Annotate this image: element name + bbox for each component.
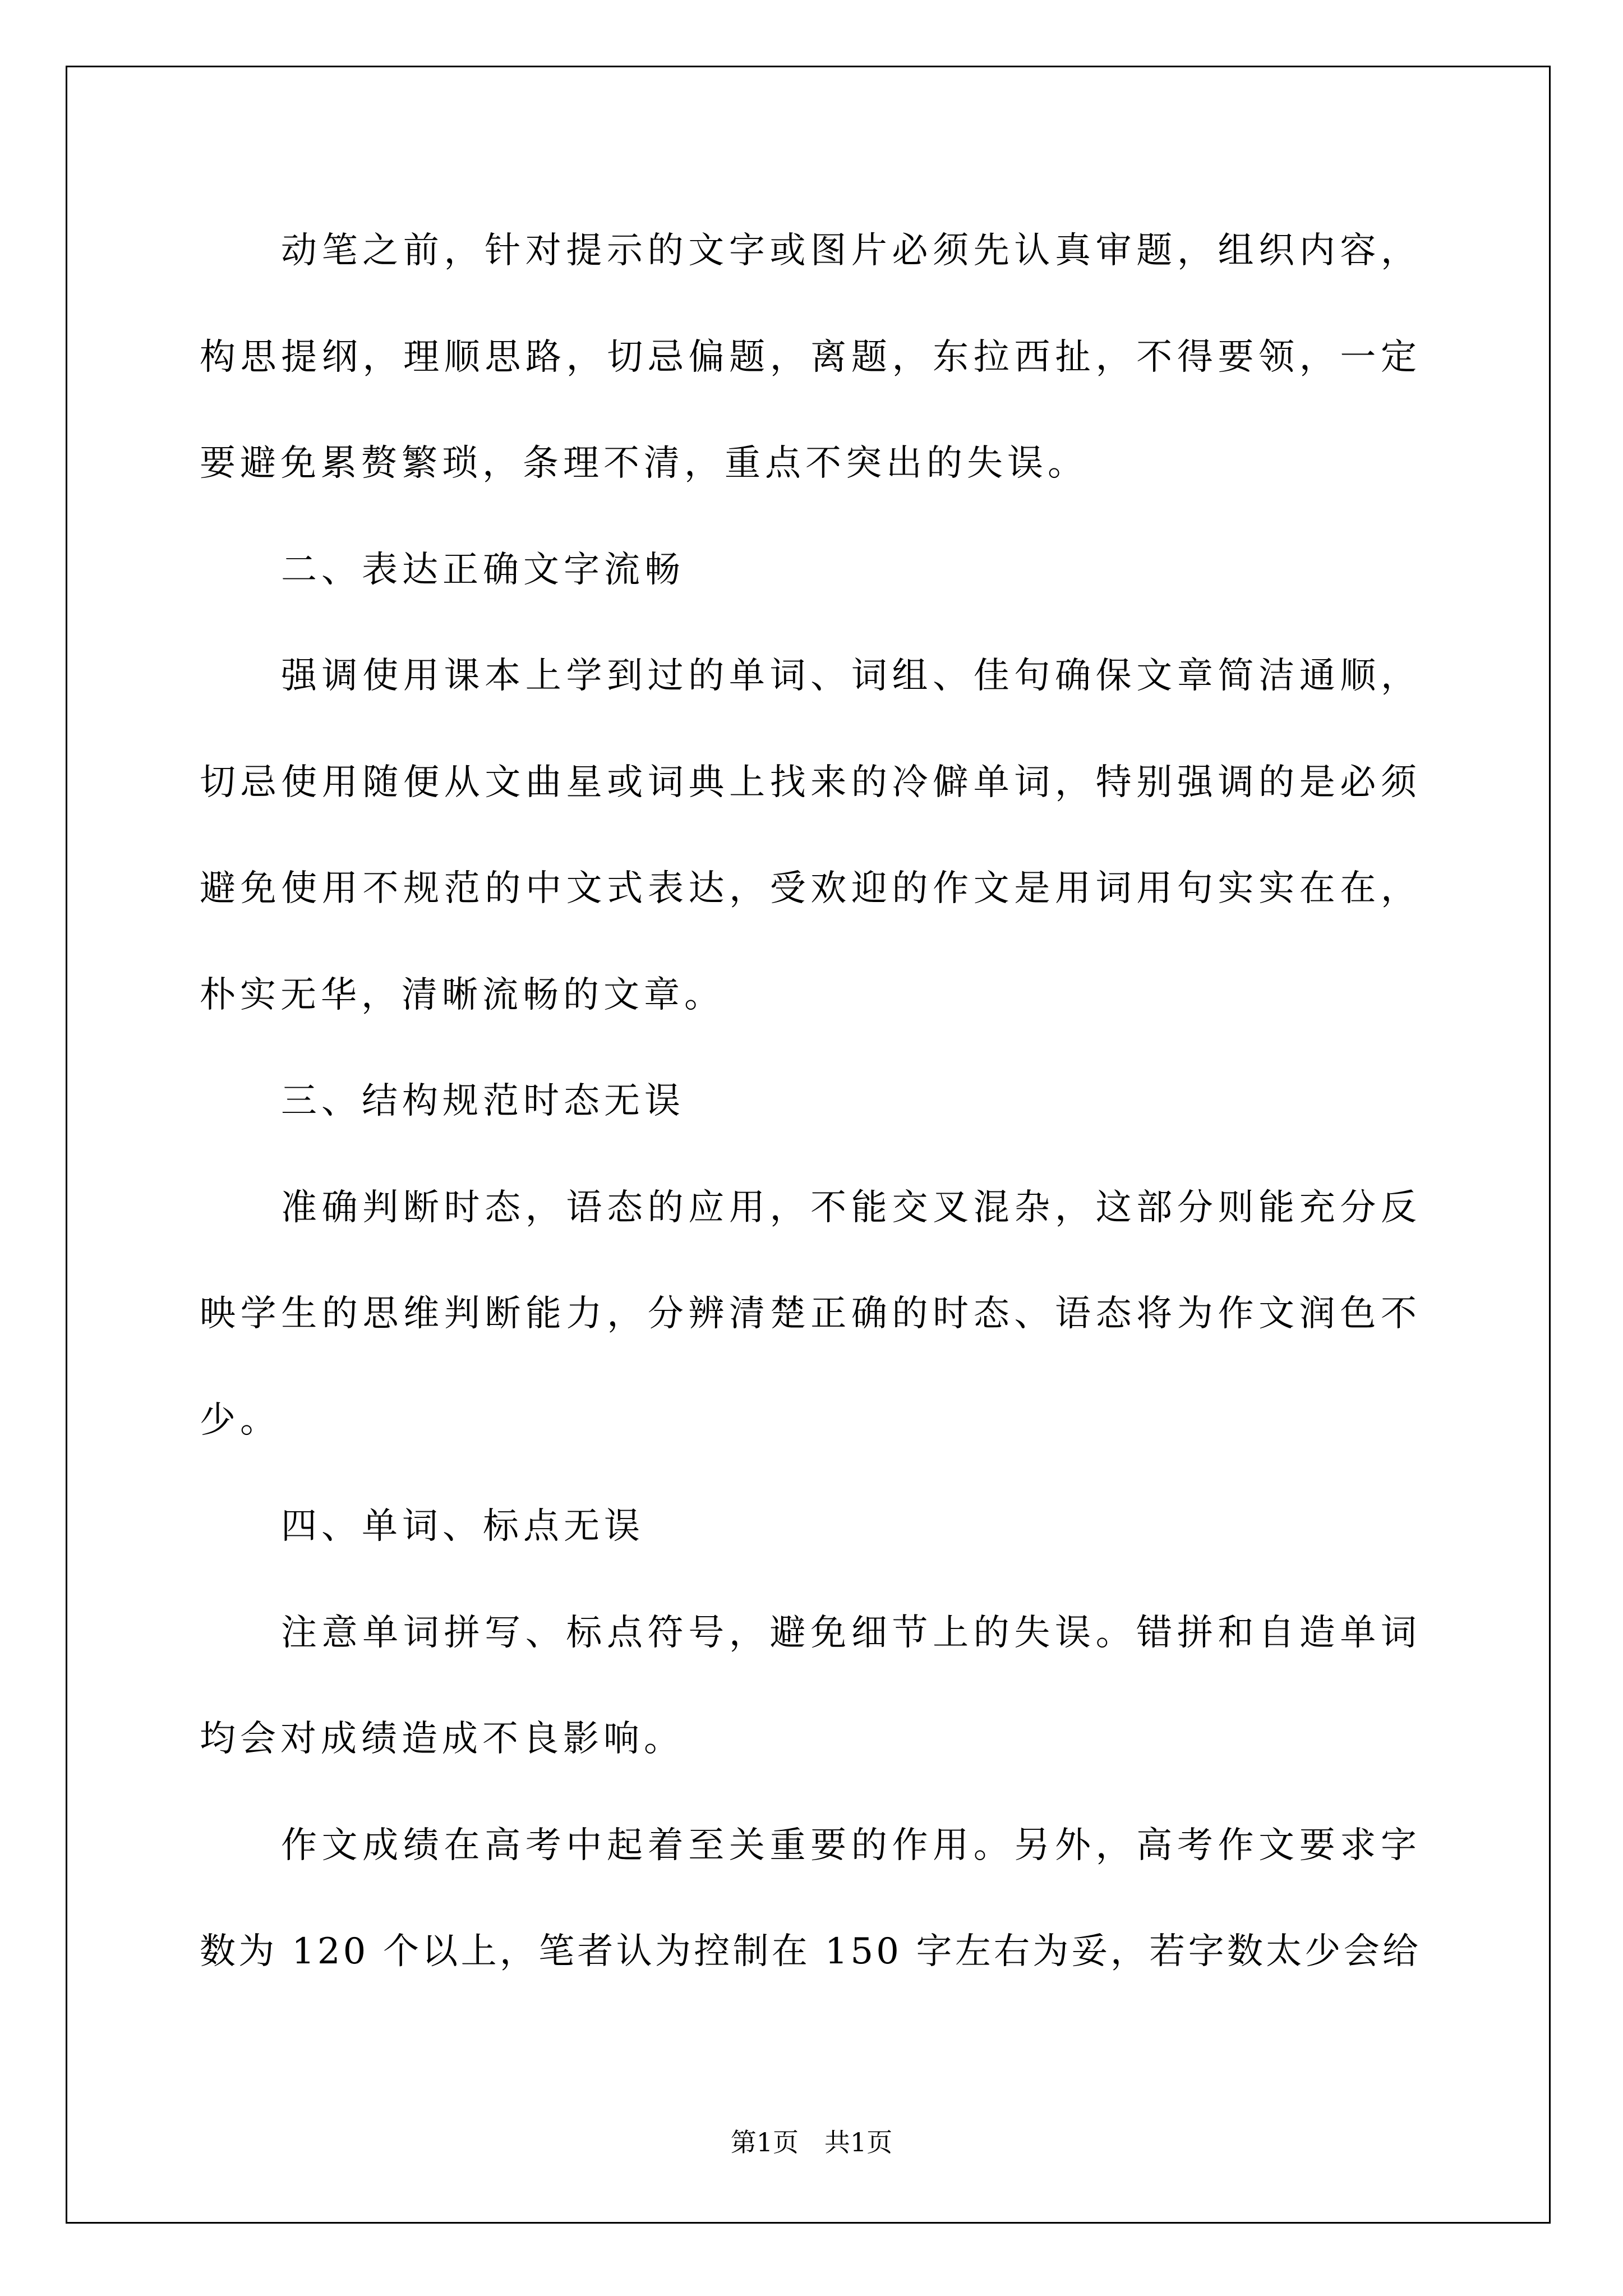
section-heading-text: 二、表达正确文字流畅 (281, 549, 685, 591)
paragraph (200, 198, 1421, 517)
section-heading-text: 三、结构规范时态无误 (281, 1080, 685, 1122)
text-line: 要避免累赘繁琐，条理不清，重点不突出的失误。 (200, 443, 1088, 484)
text-line: 少。 (200, 1399, 280, 1441)
text-line: 映学生的思维判断能力，分辨清楚正确的时态、语态将为作文润色不 (200, 1293, 1421, 1335)
paragraph (200, 1580, 1421, 1793)
text-line: 注意单词拼写、标点符号，避免细节上的失误。错拼和自造单词 (281, 1612, 1421, 1654)
paragraph (200, 1793, 1421, 2005)
text-line: 构思提纲，理顺思路，切忌偏题，离题，东拉西扯，不得要领，一定 (200, 336, 1421, 378)
text-line: 强调使用课本上学到过的单词、词组、佳句确保文章简洁通顺， (281, 655, 1421, 697)
document-body (200, 198, 1421, 2005)
text-line: 切忌使用随便从文曲星或词典上找来的冷僻单词，特别强调的是必须 (200, 761, 1421, 803)
text-line: 数为 120 个以上，笔者认为控制在 150 字左右为妥，若字数太少会给 (200, 1931, 1421, 1972)
text-line: 准确判断时态，语态的应用，不能交叉混杂，这部分则能充分反 (281, 1186, 1421, 1228)
section-heading (200, 1474, 1421, 1580)
section-heading-text: 四、单词、标点无误 (281, 1506, 644, 1547)
section-heading (200, 1048, 1421, 1155)
text-line: 均会对成绩造成不良影响。 (200, 1718, 684, 1760)
section-heading (200, 517, 1421, 624)
page-footer: 第1页 共1页 (730, 2127, 893, 2157)
text-line: 作文成绩在高考中起着至关重要的作用。另外，高考作文要求字 (281, 1824, 1421, 1866)
text-line: 动笔之前，针对提示的文字或图片必须先认真审题，组织内容， (281, 230, 1421, 272)
paragraph (200, 623, 1421, 1048)
text-line: 朴实无华，清晰流畅的文章。 (200, 974, 725, 1016)
paragraph (200, 1155, 1421, 1474)
text-line: 避免使用不规范的中文式表达，受欢迎的作文是用词用句实实在在， (200, 868, 1421, 909)
